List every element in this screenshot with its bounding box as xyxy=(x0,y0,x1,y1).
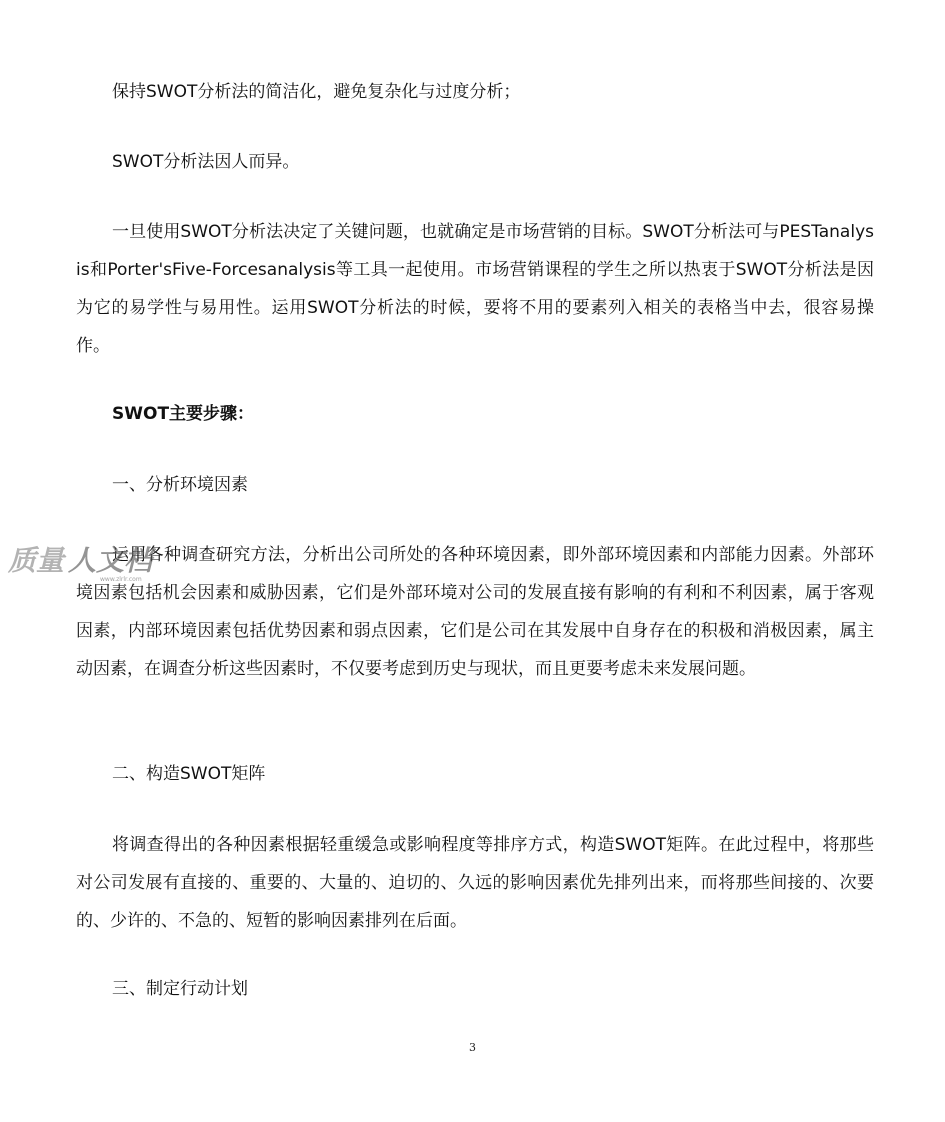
step-heading-action-plan: 三、制定行动计划 xyxy=(112,979,248,999)
paragraph-swot-simplicity: 保持SWOT分析法的简洁化，避免复杂化与过度分析； xyxy=(112,82,521,102)
page-number: 3 xyxy=(469,1041,476,1054)
step-heading-analyze-environment: 一、分析环境因素 xyxy=(112,475,248,495)
step-heading-construct-matrix: 二、构造SWOT矩阵 xyxy=(112,764,266,784)
paragraph-analyze-environment: 运用各种调查研究方法，分析出公司所处的各种环境因素，即外部环境因素和内部能力因素。外部环境因素包括机会因素和威胁因素，它们是外部环境对公司的发展直接有影响的有利和不利因素，属于客观因素，内部环境因素包括优势因素和弱点因素，它们是公司在其发展中自身存在的积极和消极因素，属主动因素，在调查分析这些因素时，不仅要考虑到历史与现状，而且更要考虑未来发展问题。 xyxy=(76,545,874,679)
section-heading-swot-steps: SWOT主要步骤： xyxy=(112,404,255,424)
paragraph-swot-usage: 一旦使用SWOT分析法决定了关键问题，也就确定是市场营销的目标。SWOT分析法可与PESTanalysis和Porter'sFive-Forcesanalysis等工具一起使用。市场营销课程的学生之所以热衷于SWOT分析法是因为它的易学性与易用性。运用SWOT分析法的时候，要将不用的要素列入相关的表格当中去，很容易操作。 xyxy=(76,222,874,356)
svg-text:人文档: 人文档 xyxy=(68,544,153,577)
svg-text:质量: 质量 xyxy=(8,544,65,577)
svg-text:www.zlrlr.com: www.zlrlr.com xyxy=(100,576,142,583)
paragraph-swot-varies: SWOT分析法因人而异。 xyxy=(112,152,300,172)
paragraph-construct-matrix: 将调查得出的各种因素根据轻重缓急或影响程度等排序方式，构造SWOT矩阵。在此过程中，将那些对公司发展有直接的、重要的、大量的、迫切的、久远的影响因素优先排列出来，而将那些间接的、次要的、少许的、不急的、短暂的影响因素排列在后面。 xyxy=(76,835,874,931)
